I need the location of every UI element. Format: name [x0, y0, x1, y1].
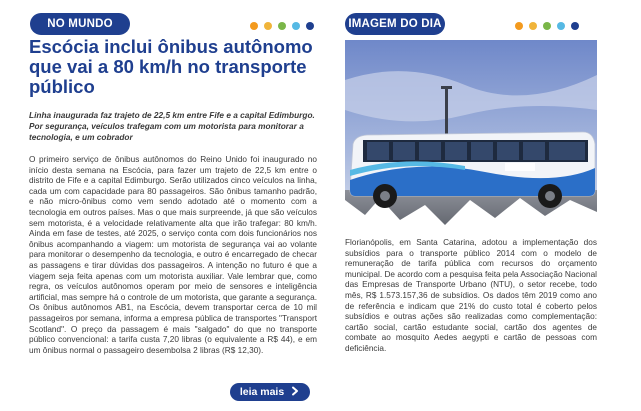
dot [529, 22, 537, 30]
article-body: O primeiro serviço de ônibus autônomos do Reino Unido foi inaugurado no início desta semana na Escócia, para fazer um trajeto de 22,5 km entre o distrito de Fife e a capital Edimburgo. Serão utilizados cinco veículos na linha, cada um com capacidade para 80 passageiros. São ônibus tamanho padrão, e não micro-ônibus como vem sendo adotado até o momento com a tecnologia em outros países. Mas o que mais surpreende, já que são veículos sem motorista, é a velocidade relativamente alta que irão trafegar: 80 km/h. Ainda em fase de testes, até 2025, o serviço conta com dois funcionários nos ônibus acompanhando a viagem: um motorista de segurança vai ao volante para monitorar o desempenho da tecnologia, e outro é encarregado de checar as passagens e tirar dúvidas dos passageiros. A intenção no futuro é que a viagem seja feita apenas com um motorista auxiliar. Vale lembrar que, como regra, os veículos autônomos operam por meio de sensores e inteligência artificial, mas sempre há o controle de um motorista, que garante a segurança. Os ônibus autônomos AB1, na Escócia, devem transportar cerca de 10 mil passageiros por semana, informa a empresa pública de transportes "Transport Scotland". O preço da passagem é mais "salgado" do que no transporte público convencional: a tarifa custa 7,20 libras (o equivalente a R$ 44), e em um ônibus normal o passageiro desembolsa 2 libras (R$ 12,30). [29, 155, 317, 355]
read-more-label: leia mais [239, 386, 285, 398]
section-tag-imagem-do-dia: IMAGEM DO DIA [345, 13, 445, 35]
photo-bus [345, 40, 597, 230]
article-headline: Escócia inclui ônibus autônomo que vai a 80 km/h no transporte público [29, 36, 313, 97]
decorative-dots-left [250, 22, 314, 30]
dot [515, 22, 523, 30]
decorative-dots-right [515, 22, 579, 30]
article-subheadline: Linha inaugurada faz trajeto de 22,5 km entre Fife e a capital Edimburgo. Por segurança, veículos trafegam com um motorista para monitorar a tecnologia, e um cobrador [29, 110, 315, 142]
dot [264, 22, 272, 30]
dot [571, 22, 579, 30]
dot [306, 22, 314, 30]
chevron-right-icon [290, 386, 300, 399]
read-more-button[interactable] [230, 383, 310, 401]
dot [543, 22, 551, 30]
dot [278, 22, 286, 30]
dot [250, 22, 258, 30]
image-caption-body: Florianópolis, em Santa Catarina, adotou a implementação dos subsídios para o transporte público 2014 com o modelo de remuneração de tarifa pública com recursos do orçamento municipal. De acordo com a pesquisa feita pela Associação Nacional das Empresas de Transporte Urbano (NTU), o setor recebe, todo mês, R$ 1.573.157,36 de subsídios. Os dados têm 2019 como ano de referência e indicam que 21% do custo total é coberto pelos subsídios e outras ações são realizadas como complementação: cartão social, cartão estudante social, cartão dos agentes de combate ao mosquito Aedes aegypti e cartão de pessoas com deficiência. [345, 238, 597, 353]
dot [292, 22, 300, 30]
dot [557, 22, 565, 30]
section-tag-no-mundo: NO MUNDO [30, 13, 130, 35]
